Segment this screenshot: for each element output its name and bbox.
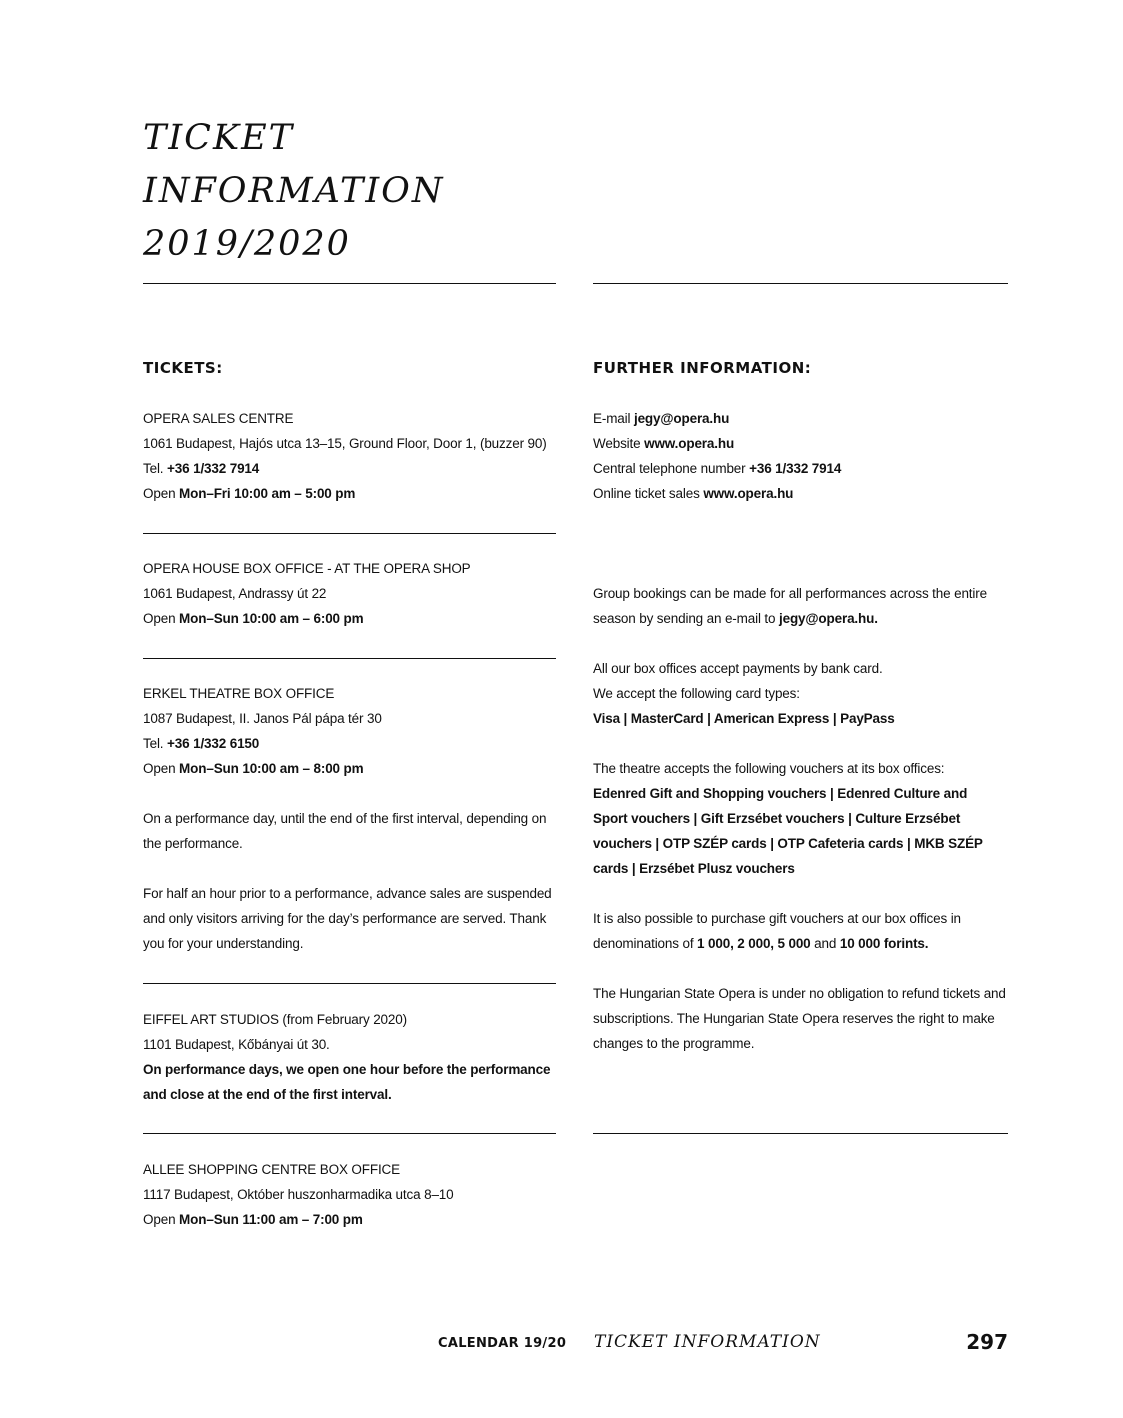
venue-hours: Open Mon–Sun 10:00 am – 6:00 pm	[143, 611, 364, 626]
divider	[143, 983, 556, 984]
divider	[143, 283, 556, 284]
phone-number: +36 1/332 7914	[167, 461, 260, 476]
opening-hours: Mon–Sun 11:00 am – 7:00 pm	[179, 1212, 363, 1227]
venue-hours: Open Mon–Sun 10:00 am – 8:00 pm	[143, 761, 364, 776]
tickets-heading: TICKETS:	[143, 359, 223, 377]
venue-name: ALLEE SHOPPING CENTRE BOX OFFICE	[143, 1162, 401, 1177]
venue-name: EIFFEL ART STUDIOS (from February 2020)	[143, 1012, 407, 1027]
sales-centre-block	[143, 406, 556, 506]
divider	[143, 1133, 556, 1134]
online-sales-link[interactable]: www.opera.hu	[703, 486, 794, 501]
phone-number: +36 1/332 7914	[749, 461, 842, 476]
eiffel-block	[143, 1007, 556, 1107]
venue-name: OPERA HOUSE BOX OFFICE - AT THE OPERA SHOP	[143, 561, 471, 576]
divider	[593, 1133, 1008, 1134]
venue-address: 1117 Budapest, Október huszonharmadika utca 8–10	[143, 1187, 454, 1202]
card-types: Visa | MasterCard | American Express | PayPass	[593, 711, 895, 726]
gift-last-value: 10 000 forints.	[839, 936, 929, 951]
erkel-block	[143, 681, 556, 956]
refund-policy: The Hungarian State Opera is under no obligation to refund tickets and subscriptions. The Hungarian State Opera reserves the right to make changes to the programme.	[593, 986, 1006, 1051]
further-info-heading: FURTHER INFORMATION:	[593, 359, 812, 377]
opening-hours: Mon–Sun 10:00 am – 8:00 pm	[179, 761, 364, 776]
title-line-1: TICKET	[143, 118, 294, 158]
gift-vouchers: It is also possible to purchase gift vouchers at our box offices in denominations of 1 000, 2 000, 5 000 and 10 000 forints.	[593, 911, 961, 951]
cards-line-2: We accept the following card types:	[593, 686, 800, 701]
gift-values: 1 000, 2 000, 5 000	[697, 936, 811, 951]
venue-hours: Open Mon–Fri 10:00 am – 5:00 pm	[143, 486, 356, 501]
policies-block	[593, 581, 1008, 1056]
email-link[interactable]: jegy@opera.hu	[633, 411, 730, 426]
advance-sales-note: For half an hour prior to a performance, advance sales are suspended and only visitors arriving for the day’s performance are served. Thank you for your understanding.	[143, 886, 552, 951]
page-number: 297	[966, 1330, 1008, 1354]
page-title	[143, 112, 743, 271]
venue-name: ERKEL THEATRE BOX OFFICE	[143, 686, 335, 701]
website-link[interactable]: www.opera.hu	[644, 436, 735, 451]
venue-tel: Tel. +36 1/332 6150	[143, 736, 260, 751]
venue-address: 1101 Budapest, Kőbányai út 30.	[143, 1037, 330, 1052]
venue-name: OPERA SALES CENTRE	[143, 411, 294, 426]
performance-day-note: On a performance day, until the end of the first interval, depending on the performance.	[143, 811, 547, 851]
group-bookings: Group bookings can be made for all performances across the entire season by sending an e-mail to jegy@opera.hu.	[593, 586, 987, 626]
allee-block	[143, 1157, 556, 1232]
title-line-3: 2019/2020	[143, 224, 351, 264]
opening-hours: Mon–Fri 10:00 am – 5:00 pm	[179, 486, 356, 501]
phone-number: +36 1/332 6150	[167, 736, 260, 751]
footer-calendar: CALENDAR 19/20	[438, 1336, 567, 1351]
contact-block: E-mail jegy@opera.hu Website www.opera.hu Central telephone number +36 1/332 7914 Online ticket sales www.opera.hu	[593, 411, 842, 501]
footer-section: TICKET INFORMATION	[594, 1332, 821, 1352]
venue-hours: Open Mon–Sun 11:00 am – 7:00 pm	[143, 1212, 363, 1227]
opening-hours: Mon–Sun 10:00 am – 6:00 pm	[179, 611, 364, 626]
opera-house-block	[143, 556, 556, 631]
divider	[143, 658, 556, 659]
venue-address: 1061 Budapest, Hajós utca 13–15, Ground Floor, Door 1, (buzzer 90)	[143, 436, 547, 451]
voucher-list: Edenred Gift and Shopping vouchers | Edenred Culture and Sport vouchers | Gift Erzsébet vouchers | Culture Erzsébet vouchers | OTP SZÉP cards | OTP Cafeteria cards | MKB SZÉP cards | Erzsébet Plusz vouchers	[593, 786, 983, 876]
cards-line-1: All our box offices accept payments by bank card.	[593, 661, 883, 676]
opening-note: On performance days, we open one hour before the performance and close at the end of the first interval.	[143, 1062, 551, 1102]
divider	[143, 533, 556, 534]
venue-address: 1087 Budapest, II. Janos Pál pápa tér 30	[143, 711, 382, 726]
vouchers-intro: The theatre accepts the following vouchers at its box offices:	[593, 761, 945, 776]
divider	[593, 283, 1008, 284]
venue-tel: Tel. +36 1/332 7914	[143, 461, 260, 476]
title-line-2: INFORMATION	[143, 171, 445, 211]
venue-address: 1061 Budapest, Andrassy út 22	[143, 586, 327, 601]
group-email-link[interactable]: jegy@opera.hu.	[778, 611, 878, 626]
